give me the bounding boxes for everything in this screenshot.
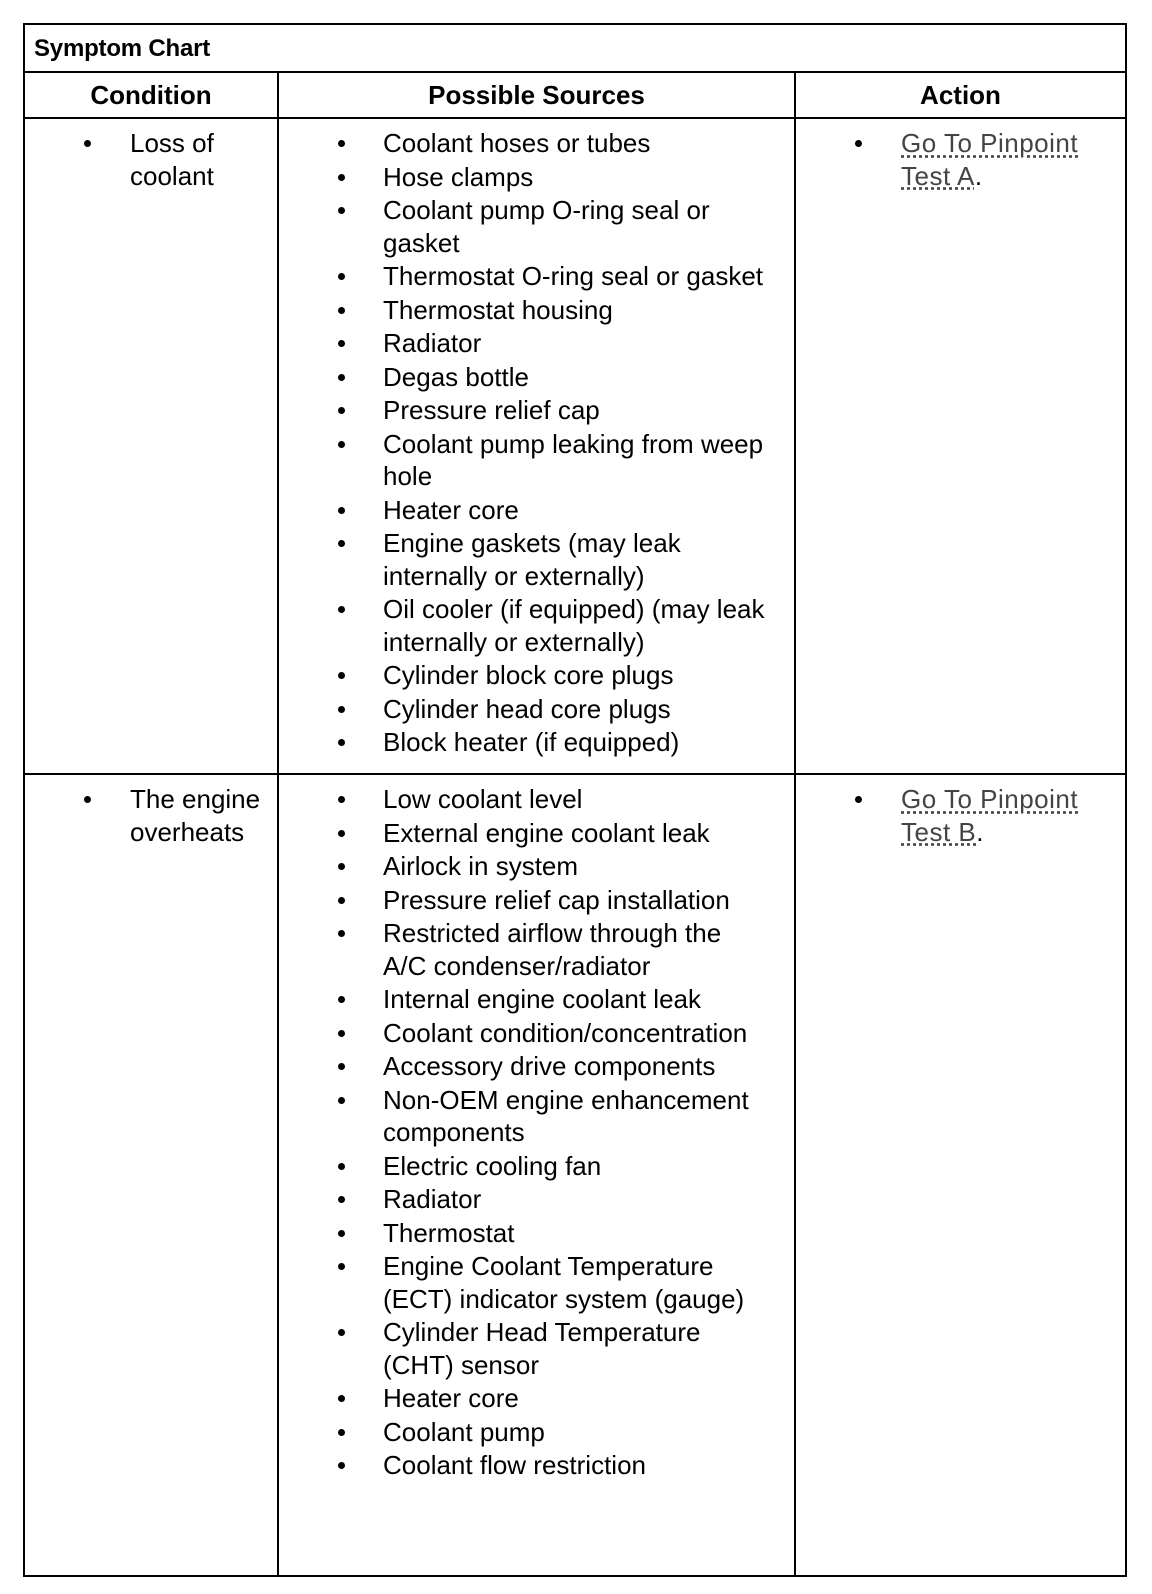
action-item: Go To Pinpoint Test B. [901,783,1121,848]
bullet-icon [84,140,91,147]
bullet-icon [338,996,345,1003]
pinpoint-test-a-link[interactable]: Go To Pinpoint Test A [901,128,1079,191]
bullet-icon [338,1063,345,1070]
action-item: Go To Pinpoint Test A. [901,127,1121,192]
symptom-chart-table [23,23,1127,1577]
condition-item: The engine overheats [130,783,270,848]
list-item: Thermostat [383,1217,793,1250]
bullet-icon [338,1429,345,1436]
list-item: Thermostat O-ring seal or gasket [383,260,793,293]
list-item: Radiator [383,327,793,360]
bullet-icon [338,340,345,347]
bullet-icon [338,441,345,448]
list-item: Internal engine coolant leak [383,983,793,1016]
list-item: External engine coolant leak [383,817,793,850]
pinpoint-test-b-link[interactable]: Go To Pinpoint Test B [901,784,1079,847]
list-item: Low coolant level [383,783,793,816]
action-list [901,783,1121,849]
bullet-icon [338,540,345,547]
header-condition: Condition [90,80,212,110]
table-row [25,775,1125,1575]
list-item: Pressure relief cap [383,394,793,427]
list-item: Cylinder Head Temperature (CHT) sensor [383,1316,793,1381]
list-item: Engine gaskets (may leak internally or externally) [383,527,793,592]
list-item: Coolant pump leaking from weep hole [383,428,793,493]
list-item: Cylinder head core plugs [383,693,793,726]
list-item: Coolant hoses or tubes [383,127,793,160]
list-item: Thermostat housing [383,294,793,327]
bullet-icon [338,1462,345,1469]
bullet-icon [338,1097,345,1104]
bullet-icon [338,606,345,613]
bullet-icon [338,1163,345,1170]
list-item: Heater core [383,494,793,527]
list-item: Engine Coolant Temperature (ECT) indicator system (gauge) [383,1250,793,1315]
bullet-icon [855,796,862,803]
header-row [25,73,1125,119]
bullet-icon [338,930,345,937]
list-item: Radiator [383,1183,793,1216]
list-item: Block heater (if equipped) [383,726,793,759]
title-row [25,25,1125,73]
list-item: Coolant condition/concentration [383,1017,793,1050]
bullet-icon [338,1329,345,1336]
list-item: Cylinder block core plugs [383,659,793,692]
bullet-icon [338,273,345,280]
condition-item: Loss of coolant [130,127,270,192]
list-item: Degas bottle [383,361,793,394]
bullet-icon [338,796,345,803]
bullet-icon [338,207,345,214]
list-item: Airlock in system [383,850,793,883]
list-item: Accessory drive components [383,1050,793,1083]
bullet-icon [338,1196,345,1203]
bullet-icon [338,830,345,837]
list-item: Heater core [383,1382,793,1415]
header-possible-sources: Possible Sources [428,80,645,110]
list-item: Coolant pump O-ring seal or gasket [383,194,793,259]
bullet-icon [338,1030,345,1037]
list-item: Restricted airflow through the A/C condenser/radiator [383,917,793,982]
list-item: Coolant pump [383,1416,793,1449]
table-row [25,119,1125,773]
list-item: Hose clamps [383,161,793,194]
action-list [901,127,1121,193]
bullet-icon [338,672,345,679]
bullet-icon [338,706,345,713]
bullet-icon [855,140,862,147]
chart-title: Symptom Chart [34,35,211,62]
header-action: Action [920,80,1001,110]
condition-list [130,783,270,849]
bullet-icon [338,407,345,414]
sources-list [383,127,793,760]
bullet-icon [338,140,345,147]
list-item: Pressure relief cap installation [383,884,793,917]
bullet-icon [338,1230,345,1237]
condition-list [130,127,270,193]
bullet-icon [338,174,345,181]
bullet-icon [338,307,345,314]
bullet-icon [338,1395,345,1402]
list-item: Non-OEM engine enhancement components [383,1084,793,1149]
bullet-icon [338,739,345,746]
bullet-icon [338,1263,345,1270]
bullet-icon [338,897,345,904]
bullet-icon [338,863,345,870]
bullet-icon [84,796,91,803]
sources-list [383,783,793,1483]
bullet-icon [338,507,345,514]
list-item: Oil cooler (if equipped) (may leak internally or externally) [383,593,793,658]
list-item: Electric cooling fan [383,1150,793,1183]
list-item: Coolant flow restriction [383,1449,793,1482]
bullet-icon [338,374,345,381]
